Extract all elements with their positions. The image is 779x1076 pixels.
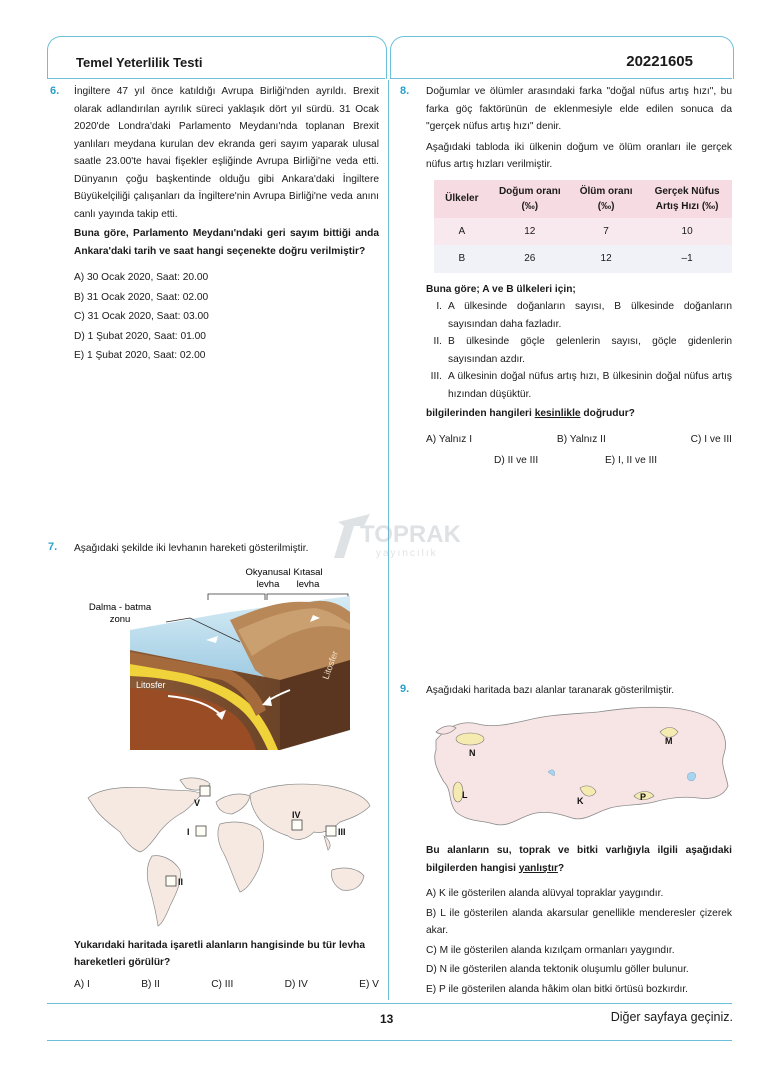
table-cell: 26 — [490, 245, 570, 273]
map-label-n: N — [469, 748, 476, 758]
map-label-v: V — [194, 798, 201, 808]
q9-option-d[interactable]: D) N ile gösterilen alanda tektonik oluşumlu göller bulunur. — [426, 964, 689, 975]
q9-intro: Aşağıdaki haritada bazı alanlar taranarak gösterilmiştir. — [426, 685, 675, 696]
q8-paragraph-1: Doğumlar ve ölümler arasındaki farka "doğal nüfus artış hızı", bu farka göç faktörünün de eklenmesiyle elde edilen sonuca da "gerçek nüfus artış hızı" denir. — [426, 86, 732, 132]
q8-question-pre: bilgilerinden hangileri — [426, 408, 535, 419]
q8-option-a[interactable]: A) Yalnız I — [426, 433, 473, 445]
table-cell: 10 — [642, 218, 732, 246]
q9-question-post: ? — [557, 862, 565, 874]
table-cell: A — [434, 218, 490, 246]
map-label-iii: III — [338, 827, 346, 837]
page-number: 13 — [380, 1012, 394, 1026]
q7-option-d[interactable]: D) IV — [284, 979, 308, 990]
header-rule-right — [390, 78, 732, 79]
q6-paragraph: İngiltere 47 yıl önce katıldığı Avrupa Birliği'nden ayrıldı. Brexit olarak adlandırılan ayrılık süreci yaklaşık dört yıl sürdü. 31 Ocak 2020'de Londra'daki Parlamento Meydanı'nda toplanan Brexit yanlıları meydana kurulan dev ekranda geri sayım yaparak ulusal saatle 23.00'te havai fişekler eşliğinde Avrupa Birliği'ne veda etti. Dünyanın çoğu başkentinde olduğu gibi Ankara'daki İngiltere Büyükelçiliği çalışanları da İngiltere'nin Avrupa Birliği'ne veda anını canlı yayında takip etti. — [74, 86, 379, 220]
header-right-box — [390, 36, 734, 79]
q8-question — [426, 405, 732, 423]
header-left-box — [47, 36, 387, 79]
map-label-i: I — [187, 827, 190, 837]
q8-option-e[interactable]: E) I, II ve III — [605, 455, 658, 466]
table-cell: B — [434, 245, 490, 273]
q8-lead: Buna göre; A ve B ülkeleri için; — [426, 283, 576, 295]
map-mark-box-v — [200, 786, 210, 796]
q8-option-c[interactable]: C) I ve III — [690, 433, 732, 445]
header-rule-left — [47, 78, 385, 79]
table-header-growth: Gerçek Nüfus Artış Hızı (‰) — [642, 180, 732, 218]
q8-options-row-2 — [426, 452, 732, 470]
q8-question-post: doğrudur? — [580, 408, 635, 419]
question-9-body — [426, 842, 732, 998]
q8-number: 8. — [400, 85, 410, 97]
subduction-label-1: Dalma - batma — [88, 602, 152, 613]
map-label-l: L — [462, 790, 468, 800]
lithosphere-label-left: Litosfer — [136, 680, 166, 690]
q9-question — [426, 842, 732, 877]
q9-question-underlined: yanlıştır — [518, 862, 558, 874]
statement-numeral: III. — [430, 371, 442, 382]
q6-option-e[interactable]: E) 1 Şubat 2020, Saat: 02.00 — [74, 350, 206, 361]
q7-option-a[interactable]: A) I — [74, 979, 90, 990]
q9-option-a[interactable]: A) K ile gösterilen alanda alüvyal topraklar yaygındır. — [426, 888, 664, 899]
table-header-death: Ölüm oranı (‰) — [570, 180, 642, 218]
q8-question-underlined: kesinlikle — [534, 408, 581, 419]
q6-option-a[interactable]: A) 30 Ocak 2020, Saat: 20.00 — [74, 272, 209, 283]
plate-boundary-diagram — [80, 560, 380, 750]
q8-statement-1 — [426, 298, 732, 333]
question-6 — [74, 83, 379, 366]
q9-option-e[interactable]: E) P ile gösterilen alanda hâkim olan bitki örtüsü bozkırdır. — [426, 983, 688, 995]
q9-number: 9. — [400, 683, 410, 695]
continental-label-1: Kıtasal — [293, 567, 323, 578]
q6-option-c[interactable]: C) 31 Ocak 2020, Saat: 03.00 — [74, 311, 209, 322]
map-mark-box-ii — [166, 876, 176, 886]
footer-rule-top — [47, 1003, 732, 1004]
q8-statement-3 — [426, 368, 732, 403]
q6-question: Buna göre, Parlamento Meydanı'ndaki geri sayım bittiği anda Ankara'daki tarih ve saat hangi seçenekte doğru verilmiştir? — [74, 228, 379, 257]
subduction-label-2: zonu — [109, 614, 131, 625]
map-label-k: K — [577, 796, 584, 806]
world-map — [70, 770, 385, 935]
q8-option-d[interactable]: D) II ve III — [494, 455, 539, 466]
q7-options — [74, 976, 379, 994]
q6-option-b[interactable]: B) 31 Ocak 2020, Saat: 02.00 — [74, 291, 209, 303]
map-label-ii: II — [178, 877, 184, 887]
q7-option-c[interactable]: C) III — [211, 979, 234, 990]
q7-option-e[interactable]: E) V — [359, 979, 379, 990]
q7-intro: Aşağıdaki şekilde iki levhanın hareketi gösterilmiştir. — [74, 543, 309, 554]
map-mark-box-i — [196, 826, 206, 836]
map-label-m: M — [665, 736, 673, 746]
lithosphere-label-right: Litosfer — [320, 649, 340, 681]
q7-question: Yukarıdaki haritada işaretli alanların hangisinde bu tür levha hareketleri görülür? — [74, 940, 366, 968]
q8-paragraph-2: Aşağıdaki tabloda iki ülkenin doğum ve ölüm oranları ile gerçek nüfus artış hızları verilmiştir. — [426, 141, 732, 170]
turkey-map — [428, 702, 733, 837]
q6-number: 6. — [50, 85, 60, 97]
table-header-countries: Ülkeler — [434, 180, 490, 218]
table-cell: 12 — [490, 218, 570, 246]
continental-label-2: levha — [296, 579, 320, 590]
table-row — [434, 218, 732, 246]
svg-text:yayıncılık: yayıncılık — [376, 548, 438, 559]
table-cell: 7 — [570, 218, 642, 246]
q8-data-table — [434, 180, 732, 273]
table-header-birth: Doğum oranı (‰) — [490, 180, 570, 218]
q9-option-b[interactable]: B) L ile gösterilen alanda akarsular genellikle menderesler çizerek akar. — [426, 907, 732, 936]
q7-number: 7. — [48, 541, 58, 553]
q6-options — [74, 268, 379, 366]
statement-text: B ülkesinde göçle gelenlerin sayısı, göçle gidenlerin sayısından azdır. — [448, 336, 732, 365]
test-title: Temel Yeterlilik Testi — [76, 55, 203, 70]
q8-option-b[interactable]: B) Yalnız II — [556, 433, 606, 445]
test-code: 20221605 — [626, 53, 693, 70]
oceanic-label-1: Okyanusal — [245, 567, 291, 578]
statement-text: A ülkesinin doğal nüfus artış hızı, B ülkesinin doğal nüfus artış hızından düşüktür. — [448, 371, 732, 400]
map-label-p: P — [640, 792, 647, 802]
q6-option-d[interactable]: D) 1 Şubat 2020, Saat: 01.00 — [74, 330, 206, 342]
question-8 — [426, 83, 732, 470]
table-row — [434, 245, 732, 273]
q9-question-pre: Bu alanların su, toprak ve bitki varlığıyla ilgili aşağıdaki bilgilerden hangisi — [426, 845, 732, 874]
map-mark-box-iii — [326, 826, 336, 836]
footer-rule-bottom — [47, 1040, 732, 1041]
map-label-iv: IV — [292, 810, 301, 820]
statement-numeral: I. — [436, 301, 442, 312]
oceanic-label-2: levha — [256, 579, 280, 590]
statement-text: A ülkesinde doğanların sayısı, B ülkesinde doğanların sayısından daha fazladır. — [448, 301, 732, 330]
table-cell: 12 — [570, 245, 642, 273]
q9-options — [426, 885, 732, 998]
map-mark-box-iv — [292, 820, 302, 830]
svg-text:TOPRAK: TOPRAK — [360, 521, 460, 548]
q9-option-c[interactable]: C) M ile gösterilen alanda kızılçam ormanları yaygındır. — [426, 944, 675, 956]
q8-statement-2 — [426, 333, 732, 368]
table-cell: –1 — [642, 245, 732, 273]
q7-option-b[interactable]: B) II — [141, 979, 160, 990]
statement-numeral: II. — [433, 336, 442, 347]
next-page-note: Diğer sayfaya geçiniz. — [610, 1010, 733, 1024]
q8-options-row-1 — [426, 431, 732, 449]
